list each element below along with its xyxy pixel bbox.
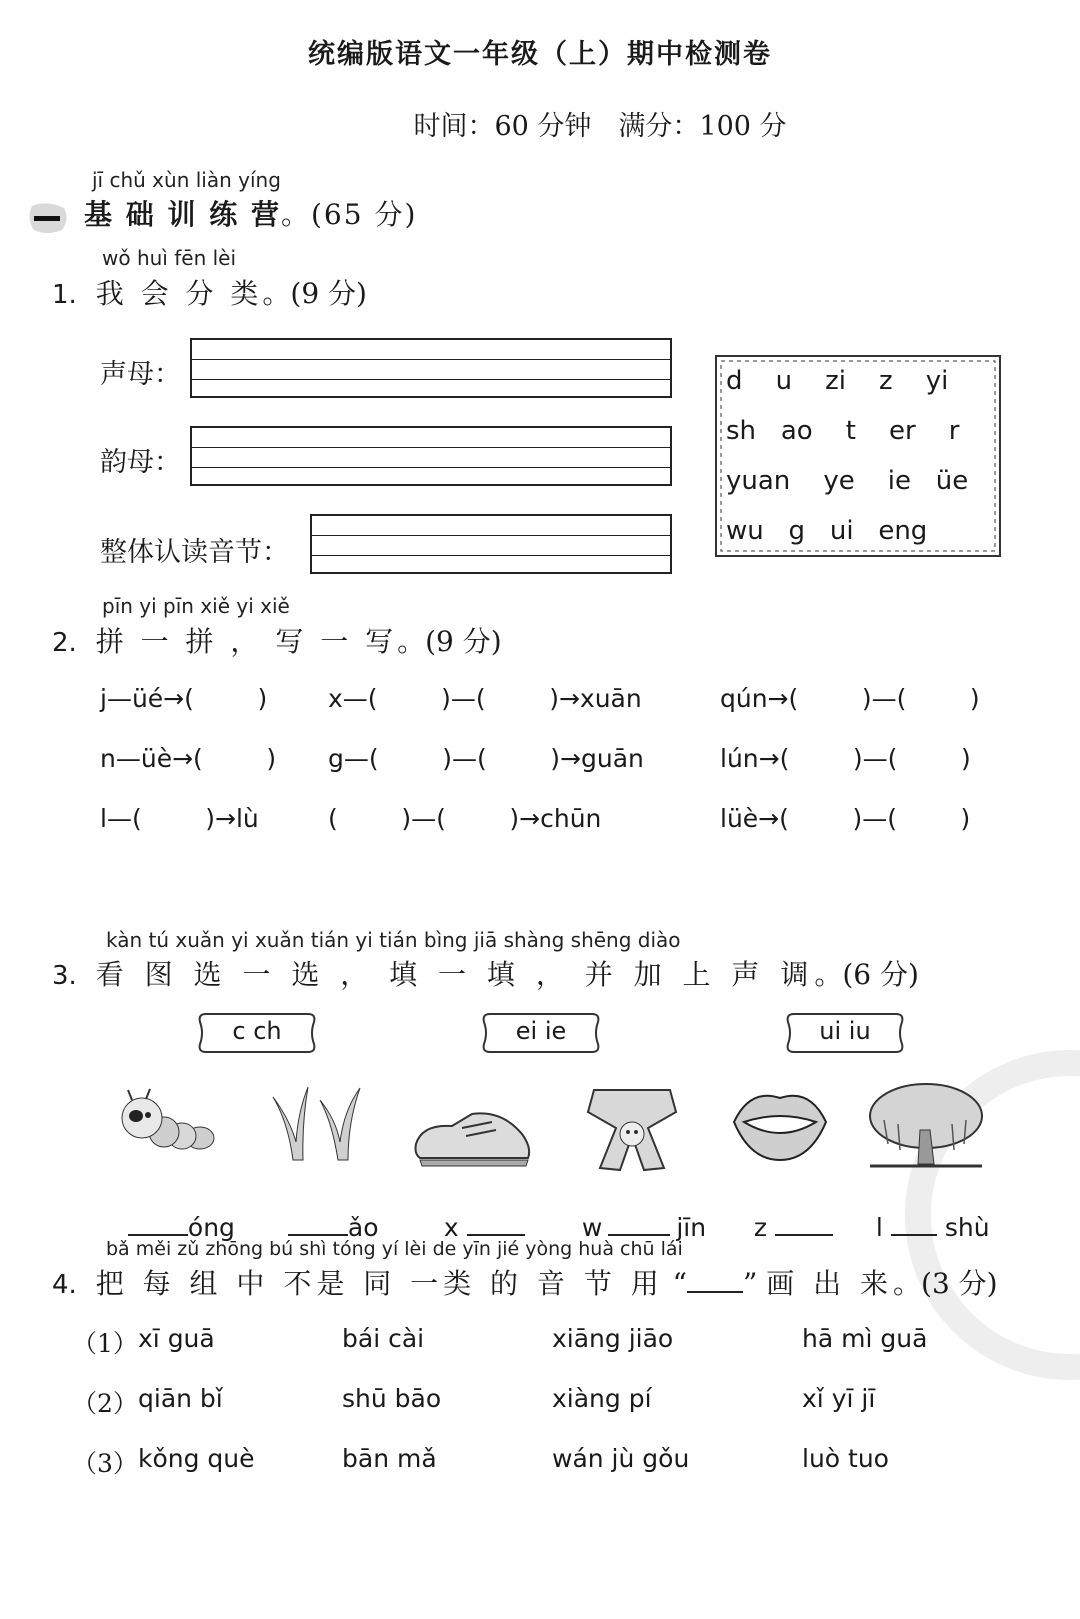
q2-row1-col2[interactable]: x—( )—( )→xuān bbox=[328, 684, 642, 713]
q4-number: 4. bbox=[52, 1270, 77, 1300]
q2-row3-col1[interactable]: l—( )→lù bbox=[100, 804, 259, 833]
choice-ei-ie: ei ie bbox=[515, 1017, 567, 1045]
q2-row2-col1[interactable]: n—üè→( ) bbox=[100, 744, 277, 773]
section-badge-icon bbox=[26, 202, 68, 236]
scarf-image bbox=[584, 1084, 680, 1174]
q4-score: 。(3 分) bbox=[893, 1267, 998, 1300]
q1-heading bbox=[52, 272, 367, 312]
blank-6-line[interactable] bbox=[891, 1234, 937, 1236]
q4-row-3 bbox=[72, 1444, 138, 1480]
section-pinyin: jī chǔ xùn liàn yíng bbox=[92, 168, 281, 192]
q2-row3-col2[interactable]: ( )—( )→chūn bbox=[328, 804, 602, 833]
q1-label-shengmu: 声母： bbox=[100, 359, 181, 390]
q4-row3-item1[interactable]: kǒng què bbox=[138, 1444, 255, 1473]
q1-pinyin: wǒ huì fēn lèi bbox=[102, 246, 237, 270]
q4-heading bbox=[52, 1262, 998, 1302]
q2-pinyin: pīn yi pīn xiě yi xiě bbox=[102, 594, 290, 618]
q4-text-b: 画 出 来 bbox=[766, 1267, 894, 1300]
answer-jin: jīn bbox=[676, 1213, 707, 1242]
answer-ao: ǎo bbox=[347, 1213, 379, 1242]
blank-5-line[interactable] bbox=[775, 1234, 833, 1236]
q3-heading bbox=[52, 953, 919, 993]
answer-x: x bbox=[443, 1213, 459, 1242]
q3-blank-6 bbox=[860, 1184, 990, 1242]
q4-row2-item2[interactable]: shū bāo bbox=[342, 1384, 442, 1413]
caterpillar-image bbox=[110, 1086, 220, 1166]
q3-blank-4 bbox=[566, 1184, 706, 1242]
q4-row3-item2[interactable]: bān mǎ bbox=[342, 1444, 437, 1473]
q3-blank-2 bbox=[272, 1184, 379, 1242]
q2-row2-col2[interactable]: g—( )—( )→guān bbox=[328, 744, 644, 773]
q4-row1-item3[interactable]: xiāng jiāo bbox=[552, 1324, 674, 1353]
q3-pinyin: kàn tú xuǎn yi xuǎn tián yi tián bìng jiā shàng shēng diào bbox=[106, 928, 681, 952]
q4-row1-label: （1） bbox=[72, 1329, 138, 1358]
q3-blank-3 bbox=[428, 1184, 525, 1242]
blank-3-line[interactable] bbox=[467, 1234, 525, 1236]
grass-image bbox=[268, 1082, 378, 1162]
section-title-text: 基 础 训 练 营 bbox=[84, 198, 281, 231]
q3-blank-1 bbox=[112, 1184, 235, 1242]
q4-row2-item4[interactable]: xǐ yī jī bbox=[802, 1384, 876, 1413]
q1-answer-shengmu[interactable] bbox=[190, 338, 672, 398]
q4-row1-item4[interactable]: hā mì guā bbox=[802, 1324, 928, 1353]
syllable-row-1: d u zi z yi bbox=[726, 366, 949, 396]
q4-row-1 bbox=[72, 1324, 138, 1360]
q3-score: 。(6 分) bbox=[814, 958, 919, 991]
answer-ong: óng bbox=[187, 1213, 235, 1242]
section-title bbox=[84, 193, 417, 233]
syllable-row-3: yuan ye ie üe bbox=[726, 466, 969, 496]
q4-pinyin: bǎ měi zǔ zhōng bú shì tóng yí lèi de yīn jié yòng huà chū lái bbox=[106, 1238, 683, 1260]
tree-image bbox=[864, 1080, 988, 1172]
answer-z: z bbox=[753, 1213, 768, 1242]
lips-image bbox=[730, 1084, 830, 1164]
answer-w: w bbox=[581, 1213, 603, 1242]
choice-c-ch: c ch bbox=[232, 1017, 282, 1045]
q3-text: 看 图 选 一 选 ， 填 一 填 ， 并 加 上 声 调 bbox=[95, 958, 815, 991]
q1-label-yunmu: 韵母： bbox=[100, 447, 181, 478]
q4-underline-sample bbox=[687, 1291, 743, 1293]
q4-row2-label: （2） bbox=[72, 1389, 138, 1418]
blank-2-line[interactable] bbox=[288, 1234, 348, 1236]
q3-blank-5 bbox=[738, 1184, 833, 1242]
q2-text: 拼 一 拼 ， 写 一 写 bbox=[95, 625, 398, 658]
page-title: 统编版语文一年级（上）期中检测卷 bbox=[308, 39, 772, 70]
q4-row3-item4[interactable]: luò tuo bbox=[802, 1444, 889, 1473]
q4-quote-close: ” bbox=[742, 1267, 758, 1300]
q1-score: 。(9 分) bbox=[262, 277, 367, 310]
shoe-image bbox=[412, 1104, 532, 1170]
q2-score: 。(9 分) bbox=[397, 625, 502, 658]
q3-number: 3. bbox=[52, 961, 77, 991]
q4-row2-item1[interactable]: qiān bǐ bbox=[138, 1384, 223, 1413]
time-score-info: 时间：60 分钟 满分：100 分 bbox=[413, 111, 787, 142]
q4-row3-label: （3） bbox=[72, 1449, 138, 1478]
q4-row1-item2[interactable]: bái cài bbox=[342, 1324, 425, 1353]
q4-row1-item1[interactable]: xī guā bbox=[138, 1324, 215, 1353]
q2-number: 2. bbox=[52, 628, 77, 658]
blank-1-line[interactable] bbox=[128, 1234, 188, 1236]
q2-row3-col3[interactable]: lüè→( )—( ) bbox=[720, 804, 971, 833]
answer-shu: shù bbox=[944, 1213, 990, 1242]
q4-row-2 bbox=[72, 1384, 138, 1420]
syllable-row-2: sh ao t er r bbox=[726, 416, 960, 446]
q4-row3-item3[interactable]: wán jù gǒu bbox=[552, 1444, 690, 1473]
choice-ui-iu: ui iu bbox=[819, 1017, 871, 1045]
q1-answer-zhengti[interactable] bbox=[310, 514, 672, 574]
q1-text: 我 会 分 类 bbox=[95, 277, 263, 310]
q4-quote-open: “ bbox=[672, 1267, 687, 1300]
q2-row1-col3[interactable]: qún→( )—( ) bbox=[720, 684, 980, 713]
q1-number: 1. bbox=[52, 280, 77, 310]
syllable-row-4: wu g ui eng bbox=[726, 516, 928, 546]
q1-label-zhengti: 整体认读音节： bbox=[100, 537, 289, 568]
q2-heading bbox=[52, 620, 502, 660]
q2-row2-col3[interactable]: lún→( )—( ) bbox=[720, 744, 971, 773]
blank-4-line[interactable] bbox=[608, 1234, 670, 1236]
q2-row1-col1[interactable]: j—üé→( ) bbox=[100, 684, 268, 713]
q4-row2-item3[interactable]: xiàng pí bbox=[552, 1384, 652, 1413]
section-score: 。(65 分) bbox=[281, 198, 418, 231]
answer-l: l bbox=[875, 1213, 883, 1242]
q1-answer-yunmu[interactable] bbox=[190, 426, 672, 486]
q4-text: 把 每 组 中 不是 同 一类 的 音 节 用 bbox=[95, 1267, 664, 1300]
